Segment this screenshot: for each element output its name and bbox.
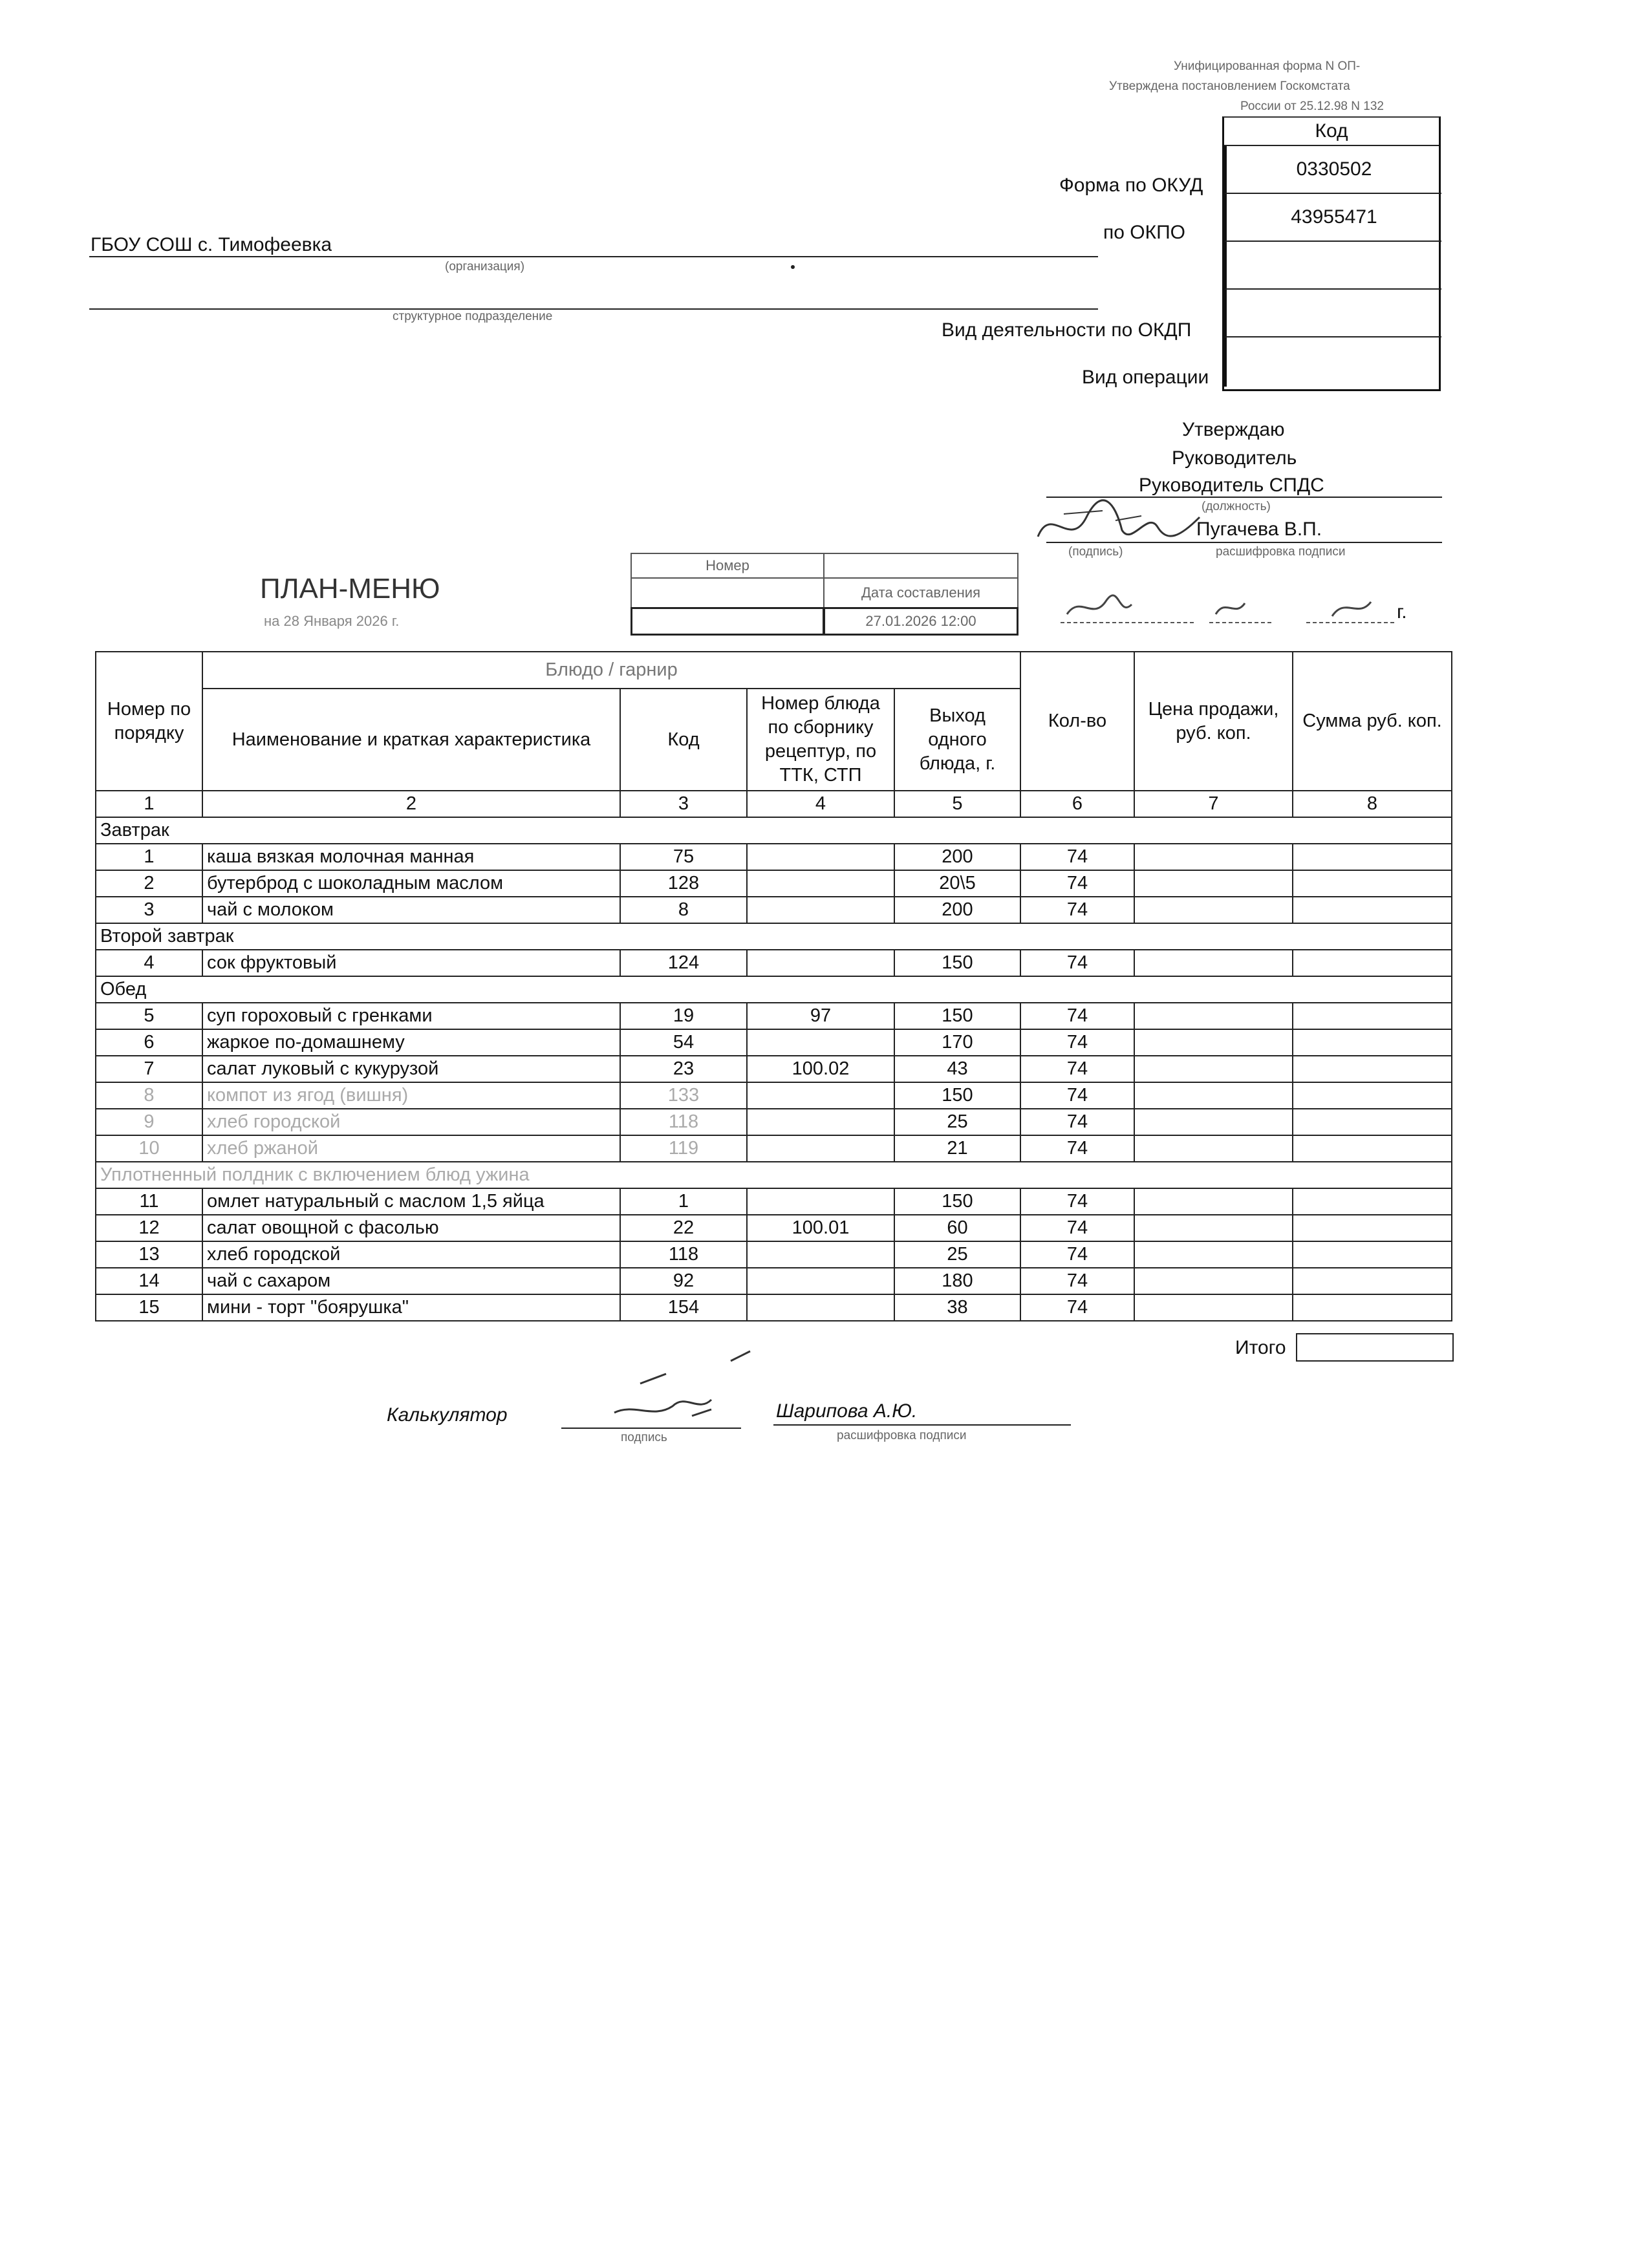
dish-sum [1293,1056,1452,1082]
dish-price [1134,1029,1293,1056]
operation-value [1224,337,1441,387]
dish-qty: 74 [1020,1135,1134,1162]
dish-sum [1293,1215,1452,1241]
head-title: Руководитель СПДС [1139,475,1324,496]
signature-caption: (подпись) [1068,545,1123,559]
recipe-number [747,897,894,923]
approve-label: Утверждаю [1182,419,1285,440]
col-name: Наименование и краткая характеристика [202,689,620,791]
recipe-number [747,844,894,870]
dish-qty: 74 [1020,844,1134,870]
row-number: 11 [96,1188,202,1215]
dish-name: суп гороховый с гренками [202,1003,620,1029]
table-row [96,1241,1452,1268]
dish-sum [1293,1294,1452,1321]
dish-price [1134,1294,1293,1321]
dish-code: 128 [620,870,747,897]
dish-price [1134,1056,1293,1082]
dish-code: 133 [620,1082,747,1109]
dish-price [1134,950,1293,976]
row-number: 5 [96,1003,202,1029]
dish-sum [1293,1188,1452,1215]
dish-price [1134,1268,1293,1294]
dish-sum [1293,1268,1452,1294]
calculator-signature-caption: подпись [621,1431,667,1444]
dish-yield: 150 [894,1188,1020,1215]
section-row [96,817,1452,844]
dish-yield: 170 [894,1029,1020,1056]
row-number: 13 [96,1241,202,1268]
section-title: Второй завтрак [96,923,1452,950]
dish-code: 19 [620,1003,747,1029]
position-caption: (должность) [1202,500,1271,513]
col-code: Код [620,689,747,791]
stamp-number-spacer [630,577,824,608]
dot-mark [791,265,795,269]
colnum-2: 2 [202,791,620,817]
dish-qty: 74 [1020,870,1134,897]
calculator-name-line [773,1424,1071,1426]
approval-date-handwritten [1061,585,1423,630]
dish-name: хлеб городской [202,1109,620,1135]
recipe-number [747,950,894,976]
dish-price [1134,844,1293,870]
row-number: 14 [96,1268,202,1294]
dish-yield: 21 [894,1135,1020,1162]
empty-code-cell [1224,242,1441,290]
row-number: 3 [96,897,202,923]
approver-signature [1025,491,1245,556]
table-row [96,1003,1452,1029]
dish-name: каша вязкая молочная манная [202,844,620,870]
dish-name: мини - торт "боярушка" [202,1294,620,1321]
dish-qty: 74 [1020,1082,1134,1109]
dish-price [1134,1188,1293,1215]
dish-code: 75 [620,844,747,870]
section-title: Обед [96,976,1452,1003]
dish-code: 1 [620,1188,747,1215]
dish-price [1134,1241,1293,1268]
row-number: 4 [96,950,202,976]
table-row [96,1109,1452,1135]
row-number: 12 [96,1215,202,1241]
okdp-label: Вид деятельности по ОКДП [942,319,1192,341]
document-stamp-table [630,553,1018,636]
recipe-number [747,1082,894,1109]
colnum-4: 4 [747,791,894,817]
dish-price [1134,1082,1293,1109]
table-row [96,950,1452,976]
dish-sum [1293,950,1452,976]
dish-qty: 74 [1020,1268,1134,1294]
table-row [96,897,1452,923]
dish-code: 23 [620,1056,747,1082]
dish-qty: 74 [1020,1109,1134,1135]
dish-code: 124 [620,950,747,976]
dish-qty: 74 [1020,1294,1134,1321]
dish-code: 154 [620,1294,747,1321]
section-title: Уплотненный полдник с включением блюд ужина [96,1162,1452,1188]
dish-name: жаркое по-домашнему [202,1029,620,1056]
total-value-cell [1296,1333,1454,1362]
year-suffix: г. [1397,601,1407,623]
okpo-value: 43955471 [1224,194,1441,242]
table-row [96,1268,1452,1294]
dish-code: 118 [620,1109,747,1135]
dish-qty: 74 [1020,1215,1134,1241]
recipe-number [747,1029,894,1056]
table-row [96,1294,1452,1321]
dish-price [1134,1109,1293,1135]
head-label: Руководитель [1172,447,1297,469]
recipe-number [747,1109,894,1135]
stamp-number-header: Номер [630,553,824,579]
organization-name: ГБОУ СОШ с. Тимофеевка [91,234,332,255]
unified-form-note: Унифицированная форма N ОП- [1174,59,1361,73]
row-number: 7 [96,1056,202,1082]
dish-yield: 180 [894,1268,1020,1294]
operation-label: Вид операции [1082,367,1209,388]
section-title: Завтрак [96,817,1452,844]
recipe-number: 97 [747,1003,894,1029]
dish-qty: 74 [1020,950,1134,976]
colnum-1: 1 [96,791,202,817]
dish-qty: 74 [1020,1029,1134,1056]
stamp-date-header-top [823,553,1018,579]
dish-yield: 150 [894,1082,1020,1109]
dish-sum [1293,1135,1452,1162]
dish-name: сок фруктовый [202,950,620,976]
row-number: 1 [96,844,202,870]
row-number: 8 [96,1082,202,1109]
dish-yield: 150 [894,1003,1020,1029]
okud-value: 0330502 [1224,146,1441,194]
dish-yield: 150 [894,950,1020,976]
approved-note: Утверждена постановлением Госкомстата [1109,80,1350,93]
table-row [96,1188,1452,1215]
col-price: Цена продажи, руб. коп. [1134,652,1293,791]
dish-yield: 20\5 [894,870,1020,897]
dish-yield: 25 [894,1241,1020,1268]
dish-price [1134,1215,1293,1241]
name-caption: расшифровка подписи [1216,545,1346,559]
calculator-signature [601,1348,795,1429]
dish-sum [1293,1241,1452,1268]
col-yield: Выход одного блюда, г. [894,689,1020,791]
menu-table [95,651,1452,1321]
row-number: 2 [96,870,202,897]
row-number: 15 [96,1294,202,1321]
group-header: Блюдо / гарнир [202,652,1020,689]
col-sum: Сумма руб. коп. [1293,652,1452,791]
page-title: ПЛАН-МЕНЮ [260,573,440,604]
colnum-6: 6 [1020,791,1134,817]
dish-name: хлеб ржаной [202,1135,620,1162]
okdp-value [1224,290,1441,337]
stamp-date-header: Дата составления [823,577,1018,608]
recipe-number [747,870,894,897]
dish-name: бутерброд с шоколадным маслом [202,870,620,897]
dish-yield: 38 [894,1294,1020,1321]
dish-qty: 74 [1020,1188,1134,1215]
dish-sum [1293,1109,1452,1135]
menu-table-body [96,817,1452,1321]
approver-name: Пугачева В.П. [1196,519,1322,540]
dish-code: 54 [620,1029,747,1056]
dish-price [1134,870,1293,897]
dish-qty: 74 [1020,1241,1134,1268]
okud-label: Форма по ОКУД [1059,175,1203,196]
division-caption: структурное подразделение [393,310,553,323]
colnum-3: 3 [620,791,747,817]
dish-qty: 74 [1020,1056,1134,1082]
codes-box [1222,116,1441,391]
dish-yield: 200 [894,844,1020,870]
col-number: Номер по порядку [96,652,202,791]
page-subtitle: на 28 Января 2026 г. [264,613,400,629]
table-row [96,1215,1452,1241]
table-row [96,1082,1452,1109]
dish-sum [1293,870,1452,897]
colnum-7: 7 [1134,791,1293,817]
dish-sum [1293,1082,1452,1109]
dish-name: компот из ягод (вишня) [202,1082,620,1109]
stamp-date-value: 27.01.2026 12:00 [823,607,1018,636]
colnum-8: 8 [1293,791,1452,817]
dish-qty: 74 [1020,1003,1134,1029]
dish-name: салат овощной с фасолью [202,1215,620,1241]
row-number: 10 [96,1135,202,1162]
dish-name: хлеб городской [202,1241,620,1268]
dish-code: 119 [620,1135,747,1162]
stamp-number-value [630,607,824,636]
dish-name: чай с сахаром [202,1268,620,1294]
code-header: Код [1224,118,1439,146]
dish-sum [1293,1003,1452,1029]
division-underline [89,308,1098,310]
dish-sum [1293,897,1452,923]
dish-yield: 25 [894,1109,1020,1135]
russia-note: России от 25.12.98 N 132 [1240,100,1384,113]
organization-caption: (организация) [445,260,525,273]
calculator-name: Шарипова А.Ю. [776,1400,918,1422]
row-number: 9 [96,1109,202,1135]
dish-sum [1293,1029,1452,1056]
calculator-label: Калькулятор [387,1404,508,1426]
dish-price [1134,897,1293,923]
dish-qty: 74 [1020,897,1134,923]
dish-yield: 43 [894,1056,1020,1082]
recipe-number [747,1268,894,1294]
dish-price [1134,1003,1293,1029]
total-label: Итого [1235,1337,1286,1358]
organization-underline [89,256,1098,257]
table-row [96,844,1452,870]
dish-yield: 60 [894,1215,1020,1241]
table-row [96,1029,1452,1056]
row-number: 6 [96,1029,202,1056]
dish-name: чай с молоком [202,897,620,923]
recipe-number [747,1188,894,1215]
dish-sum [1293,844,1452,870]
okpo-label: по ОКПО [1103,222,1185,243]
recipe-number: 100.01 [747,1215,894,1241]
dish-code: 8 [620,897,747,923]
calculator-name-caption: расшифровка подписи [837,1429,967,1442]
dish-code: 118 [620,1241,747,1268]
dish-yield: 200 [894,897,1020,923]
dish-code: 22 [620,1215,747,1241]
recipe-number: 100.02 [747,1056,894,1082]
section-row [96,1162,1452,1188]
recipe-number [747,1294,894,1321]
dish-name: салат луковый с кукурузой [202,1056,620,1082]
dish-code: 92 [620,1268,747,1294]
table-row [96,1056,1452,1082]
dish-name: омлет натуральный с маслом 1,5 яйца [202,1188,620,1215]
col-recipe: Номер блюда по сборнику рецептур, по ТТК, СТП [747,689,894,791]
table-row [96,1135,1452,1162]
section-row [96,976,1452,1003]
dish-price [1134,1135,1293,1162]
table-row [96,870,1452,897]
col-qty: Кол-во [1020,652,1134,791]
colnum-5: 5 [894,791,1020,817]
recipe-number [747,1135,894,1162]
section-row [96,923,1452,950]
recipe-number [747,1241,894,1268]
